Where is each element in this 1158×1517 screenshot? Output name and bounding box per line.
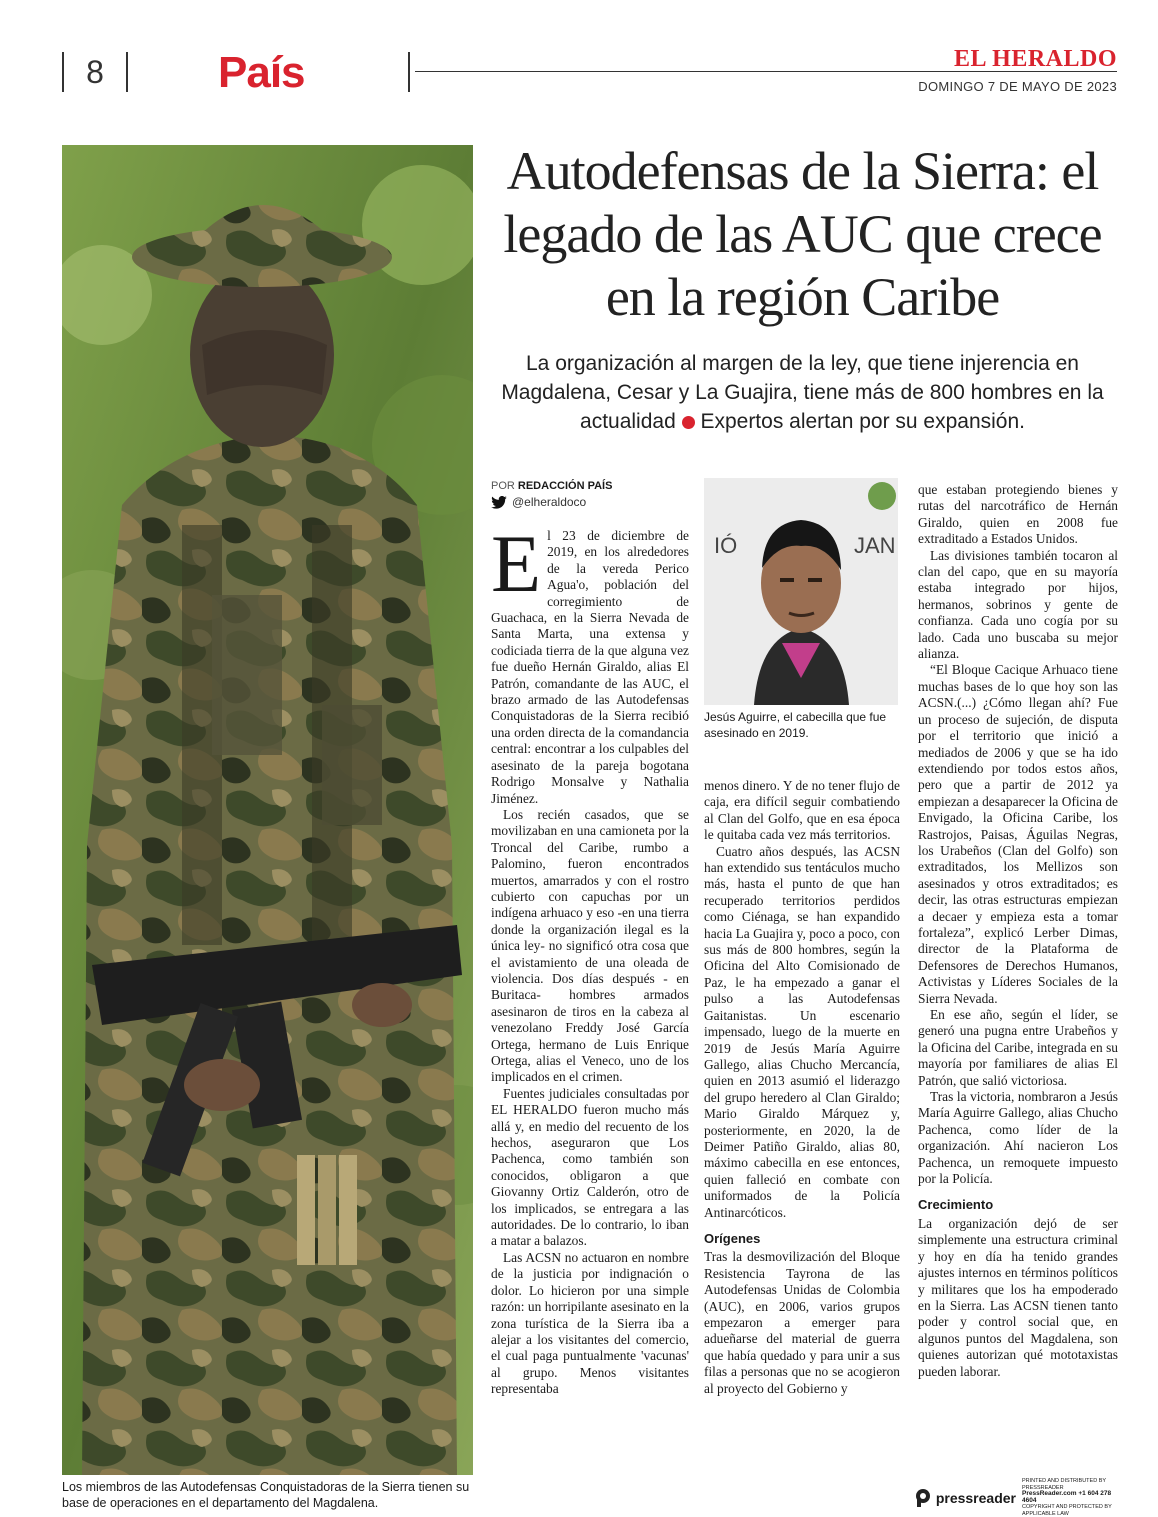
paragraph-12: Tras la victoria, nombraron a Jesús María Aguirre Gallego, alias Chucho Pachenca, como líder de la organización. Ahí nacieron Los Pachenca, un remoquete impuesto por la Policía. xyxy=(918,1089,1118,1187)
mugshot-photo xyxy=(704,478,898,705)
pressreader-badge xyxy=(914,1478,1118,1517)
mugshot-caption: Jesús Aguirre, el cabecilla que fue asesinado en 2019. xyxy=(704,710,887,740)
pressreader-fine-print: PRINTED AND DISTRIBUTED BY PRESSREADER PressReader.com +1 604 278 4604 COPYRIGHT AND PROTECTED BY APPLICABLE LAW xyxy=(1022,1478,1112,1517)
paragraph-8: que estaban protegiendo bienes y rutas del narcotráfico de Hernán Giraldo, quien en 2008 fue extraditado a Estados Unidos. xyxy=(918,482,1118,547)
twitter-handle: @elheraldoco xyxy=(512,495,587,509)
paragraph-9: Las divisiones también tocaron al clan del capo, que en su mayoría estaba integrado por hijos, hermanos, sobrinos y gente de confianza. Cada uno cogía por su lado. Cada uno buscaba su mejor alianza. xyxy=(918,547,1118,662)
paragraph-13: La organización dejó de ser simplemente una estructura criminal y hoy en día ha tenido grandes ajustes internos en términos políticos y militares que los ha empoderado en la Sierra. Las ACSN tienen tanto poder y control social que, en algunos puntos del Magdalena, son quienes autorizan qué mototaxistas pueden laborar. xyxy=(918,1215,1118,1379)
paragraph-11: En ese año, según el líder, se generó una pugna entre Urabeños y la Oficina del Caribe, integrada en su mayoría por familiares de alias El Patrón, que salió victoriosa. xyxy=(918,1007,1118,1088)
paragraph-5: menos dinero. Y de no tener flujo de caja, era difícil seguir combatiendo al Clan del Golfo, que en esa época le quitaba cada vez más territorios. xyxy=(704,778,900,843)
pressreader-logo-icon xyxy=(914,1488,932,1508)
paragraph-2: Los recién casados, que se movilizaban en una camioneta por la Troncal del Caribe, rumbo a Palomino, fueron encontrados muertos, amarrados y con el rostro cubierto con capuchas por un indígena arhuaco y eso -en una tierra donde la organización ilegal es la única ley- no significó otra cosa que el avistamiento de una oleada de violencia. Dos días después - en Buritaca- hombres armados asesinaron de tiros en la cabeza al venezolano Freddy José García Ortega, hermano de Luis Enrique Ortega, alias el Veneco, uno de los implicados en el crimen. xyxy=(491,806,689,1085)
photo-caption: Los miembros de las Autodefensas Conquistadoras de la Sierra tienen su base de operaciones en el departamento del Magdalena. xyxy=(62,1480,470,1510)
paragraph-3: Fuentes judiciales consultadas por EL HERALDO fueron mucho más allá y, en medio del recuento de los hechos, aseguraron que Los Pachenca, como también son conocidos, obligaron a que Giovanny Ortiz Calderón, otro de los implicados, se entregara a las autoridades. De lo contrario, lo iban a matar a balazos. xyxy=(491,1085,689,1249)
drop-cap: E xyxy=(491,518,542,609)
byline-author: REDACCIÓN PAÍS xyxy=(517,480,613,492)
article-column-3 xyxy=(918,482,1118,1380)
paragraph-6: Cuatro años después, las ACSN han extendido sus tentáculos mucho más, hasta el punto de que han recuperado territorios perdidos como Ciénaga, se han expandido hacia La Guajira y, poco a poco, con sus más de 800 hombres, según la Oficina del Alto Comisionado de Paz, le ha empezado a ganar el pulso a las Autodefensas Gaitanistas. Un escenario impensado, luego de la muerte en 2019 de Jesús María Aguirre Gallego, alias Chucho Mercancía, quien en 2013 asumió el liderazgo del grupo heredero al Clan Giraldo; Mario Giraldo Márquez y, posteriormente, en 2020, la de Deimer Patiño Giraldo, alias 80, máximo cabecilla en ese entonces, quien falleció en combate con uniformados de la Policía Antinarcóticos. xyxy=(704,843,900,1220)
header-divider xyxy=(408,52,410,92)
subtitle-origenes: Orígenes xyxy=(704,1230,761,1246)
twitter-row xyxy=(491,495,691,509)
subhead-text-1: La organización al margen de la ley, que tiene injerencia en Magdalena, Cesar y La Guajira, tiene más de 800 hombres en la actualidad xyxy=(501,352,1104,433)
issue-date: DOMINGO 7 DE MAYO DE 2023 xyxy=(918,79,1117,94)
bullet-dot-icon xyxy=(682,416,695,429)
section-title: País xyxy=(218,48,305,97)
main-photo xyxy=(62,145,473,1475)
byline xyxy=(491,480,691,509)
svg-text:JAN: JAN xyxy=(854,533,896,558)
paragraph-7: Tras la desmovilización del Bloque Resistencia Tayrona de las Autodefensas Unidas de Colombia (AUC), en 2006, varios grupos empezaron a emerger para adueñarse del material de guerra que había quedado y para unir a sus filas a personas que no se acogieron al proyecto del Gobierno y xyxy=(704,1249,900,1396)
soldier-photo-illustration xyxy=(62,145,473,1475)
newspaper-brand: EL HERALDO xyxy=(953,46,1117,72)
article-subhead xyxy=(490,349,1115,436)
paragraph-10: “El Bloque Cacique Arhuaco tiene muchas bases de lo que hoy son las ACSN.(...) ¿Cómo llegan ahí? Fue un proceso de sujeción, de disputa por el territorio que inició a mediados de 2006 y que se ha ido extendiendo por todos estos años, pero que a partir de 2012 ya empiezan a desaparecer la Oficina de Envigado, la Oficina Caribe, los Rastrojos, Paisas, Águilas Negras, los Urabeños (Clan del Golfo) son extraditados, los Mellizos son asesinados y otros extraditados; es decir, las otras estructuras empiezan a decaer y empieza esta a tomar fortaleza”, explicó Lerber Dimas, director de la Plataforma de Defensores de Derechos Humanos, Activistas y Líderes Sociales de la Sierra Nevada. xyxy=(918,662,1118,1006)
subtitle-crecimiento: Crecimiento xyxy=(918,1197,994,1213)
article-headline: Autodefensas de la Sierra: el legado de las AUC que crece en la región Caribe xyxy=(503,141,1102,327)
pressreader-logo: pressreader xyxy=(935,1489,1016,1506)
svg-text:IÓ: IÓ xyxy=(714,533,738,558)
page-number: 8 xyxy=(62,52,128,92)
subhead-text-2: Expertos alertan por su expansión. xyxy=(700,410,1025,433)
paragraph-1: El 23 de diciembre de 2019, en los alrededores de la vereda Perico Agua'o, población del corregimiento de Guachaca, en la Sierra Nevada de Santa Marta, una extensa y codiciada tierra de la que alguna vez fue dueño Hernán Giraldo, alias El Patrón, comandante de las AUC, el brazo armado de las Autodefensas Conquistadoras de la Sierra recibió una orden directa de la comandancia central: encontrar a los culpables del asesinato de la pareja bogotana Rodrigo Monsalve y Nathalia Jiménez. xyxy=(491,518,689,806)
mugshot-illustration xyxy=(704,478,898,705)
article-column-2 xyxy=(704,778,900,1397)
byline-prefix: POR xyxy=(491,480,515,492)
article-column-1 xyxy=(491,518,689,1398)
paragraph-4: Las ACSN no actuaron en nombre de la justicia por indignación o dolor. Lo hicieron por una simple razón: un horripilante asesinato en la zona turística de la Sierra iba a alejar a los visitantes del comercio, el cual paga puntualmente 'vacunas' al grupo. Menos visitantes representaba xyxy=(491,1249,689,1397)
twitter-bird-icon xyxy=(491,496,507,509)
